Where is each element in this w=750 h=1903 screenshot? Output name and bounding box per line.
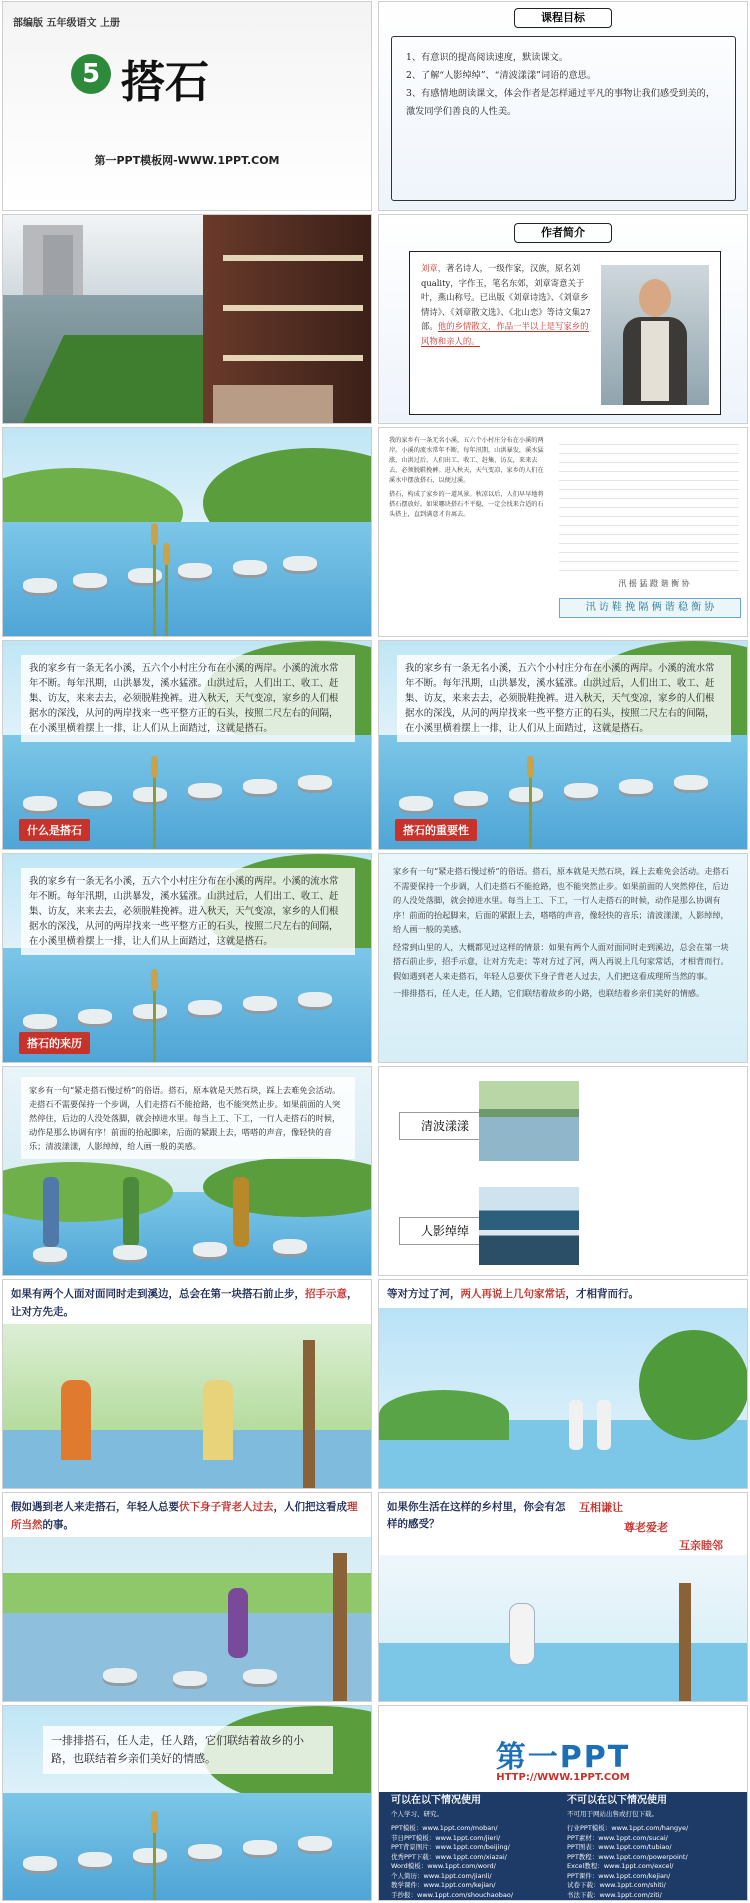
links-right: 行业PPT模板：www.1ppt.com/hangye/ PPT素材：www.1ppt.com/sucai/ PPT图表：www.1ppt.com/tubiao/ PPT教程：www.1ppt.com/powerpoint/ Excel教程：www.1ppt.com/excel/ PPT课件：www.1ppt.com/kejian/ 试卷下载：www.1ppt.com/shiti/ 书法下载：www.1ppt.com/ziti/ (567, 1824, 689, 1899)
full-text-p2: 经常到山里的人，大概都见过这样的情景：如果有两个人面对面同时走到溪边，总会在第一块搭石前止步，招手示意，让对方先走；等对方过了河，两人再说上几句家常话，才相背而行。假如遇到老人来走搭石，年轻人总要伏下身子背老人过去，人们把这看成理所当然的事。 (393, 941, 729, 981)
forbidden-sub: 不可用于网站出售或打包下载。 (567, 1810, 658, 1818)
figure-villager-1 (569, 1400, 583, 1450)
author-header: 作者简介 (514, 223, 612, 243)
author-text (421, 261, 591, 348)
goals-header: 课程目标 (514, 8, 612, 28)
forbidden-heading: 不可以在以下情况使用 (567, 1795, 667, 1806)
figure-farmer-left (61, 1380, 91, 1460)
answer-1: 互相谦让 (579, 1501, 623, 1514)
allowed-sub: 个人学习、研究。 (391, 1810, 443, 1818)
slide-text-page (378, 427, 748, 637)
allowed-heading: 可以在以下情况使用 (391, 1795, 481, 1806)
slide-author (378, 214, 748, 424)
yield-caption: 如果有两个人面对面同时走到溪边，总会在第一块搭石前止步，招手示意，让对方先走。 (3, 1280, 371, 1326)
answer-2: 尊老爱老 (624, 1521, 668, 1534)
full-text-p3: 一排排搭石，任人走，任人踏，它们联结着故乡的小路，也联结着乡亲们美好的情感。 (393, 988, 705, 998)
slide-people-crossing (2, 1066, 372, 1276)
tag-origin: 搭石的来历 (19, 1032, 90, 1054)
slide-question (378, 1492, 748, 1702)
slide-origin (2, 853, 372, 1063)
new-words-row: 汛 访 鞋 挽 隔 俩 谐 稳 衡 协 (559, 598, 741, 618)
tag-importance: 搭石的重要性 (395, 819, 477, 841)
tag-what-is-dashi: 什么是搭石 (19, 819, 90, 841)
slide-importance (378, 640, 748, 850)
passage-dashi: 我的家乡有一条无名小溪，五六个小村庄分布在小溪的两岸。小溪的流水常年不断。每年汛期，山洪暴发，溪水猛涨。山洪过后，人们出工、收工、赶集、访友，来来去去，必须脱鞋挽裤。进入秋天，天气变凉，家乡的人们根据水的深浅，从河的两岸找来一些平整方正的石头，按照二尺左右的间隔，在小溪里横着摆上一排，让人们从上面踏过，这就是搭石。 (21, 655, 355, 742)
new-words-label: 汛 摇 猛 蹬 谐 衡 协 (618, 579, 690, 588)
slide-elderly (2, 1492, 372, 1702)
slide-goals (378, 1, 748, 211)
credits-url[interactable]: HTTP://WWW.1PPT.COM (496, 1772, 630, 1783)
vocab-1: 清波漾漾 (399, 1112, 491, 1140)
photo-village-river (2, 214, 372, 424)
slide-summary (2, 1705, 372, 1901)
chat-caption: 等对方过了河，两人再说上几句家常话，才相背而行。 (379, 1280, 747, 1308)
slide-chat (378, 1279, 748, 1489)
summary-text: 一排排搭石，任人走，任人踏，它们联结着故乡的小路，也联结着乡亲们美好的情感。 (43, 1726, 333, 1774)
text-page-right (559, 436, 739, 576)
full-text-p1: 家乡有一句“紧走搭石慢过桥”的俗语。搭石，原本就是天然石块，踩上去难免会活动。走搭石不需要保持一个步调，人们走搭石不能抢路，也不能突然止步。如果前面的人突然停住，后边的人没处落脚，就会掉进水里。每当上工、下工，一行人走搭石的时候，动作是那么协调有序！前面的抬起脚来，后面的紧跟上去，嗒嗒的声音，像轻快的音乐；清波漾漾，人影绰绰，给人画一般的美感。 (393, 866, 729, 934)
slide-full-text (378, 853, 748, 1063)
author-bio: 著名诗人，一级作家，汉族，原名刘quality，字作玉，笔名东郊，刘章寄意关于叶，燕山称号。已出版《刘章诗选》、《刘章乡情诗》、《刘章散文选》、《北山恋》等诗文集27部。 (421, 263, 591, 331)
answer-3: 互亲睦邻 (679, 1539, 723, 1552)
slide-what-is-dashi (2, 640, 372, 850)
lesson-number: 5 (71, 54, 111, 94)
credits-panel (379, 1792, 747, 1901)
passage-importance: 我的家乡有一条无名小溪，五六个小村庄分布在小溪的两岸。小溪的流水常年不断。每年汛期，山洪暴发，溪水猛涨。山洪过后，人们出工、收工、赶集、访友，来来去去，必须脱鞋挽裤。进入秋天，天气变凉，家乡的人们根据水的深浅，从河的两岸找来一些平整方正的石头，按照二尺左右的间隔，在小溪里横着摆上一排，让人们从上面踏过，这就是搭石。 (397, 655, 731, 742)
vocab-2: 人影绰绰 (399, 1217, 491, 1245)
goal-2: 2、了解“人影绰绰”、“清波漾漾”词语的意思。 (406, 70, 597, 81)
slide-credits (378, 1705, 748, 1901)
goal-1: 1、有意识的提高阅读速度，默读课文。 (406, 52, 569, 63)
figure-villager-2 (597, 1400, 611, 1450)
goals-box (391, 36, 736, 201)
slide-vocab-images (378, 1066, 748, 1276)
passage-coordinated: 家乡有一句“紧走搭石慢过桥”的俗语。搭石，原本就是天然石块，踩上去难免会活动。走搭石不需要保持一个步调，人们走搭石不能抢路，也不能突然止步。如果前面的人突然停住，后边的人没处落脚，就会掉进水里。每当上工、下工，一行人走搭石的时候，动作是那么协调有序！前面的抬起脚来，后面的紧跟上去，嗒嗒的声音，像轻快的音乐；清波漾漾，人影绰绰，给人画一般的美感。 (21, 1077, 355, 1159)
figure-farmer-right (203, 1380, 233, 1460)
photo-clear-waves (479, 1081, 579, 1161)
author-photo (601, 265, 709, 405)
credits-logo[interactable]: 第一PPT (495, 1740, 631, 1775)
lesson-title: 搭石 (121, 57, 209, 108)
illustration-stream-stones (2, 427, 372, 637)
grade-label: 部编版 五年级语文 上册 (13, 18, 120, 29)
elderly-caption: 假如遇到老人来走搭石，年轻人总要伏下身子背老人过去，人们把这看成理所当然的事。 (3, 1493, 371, 1539)
full-text (393, 864, 735, 1001)
author-name: 刘章， (421, 263, 447, 273)
goal-3: 3、有感情地朗读课文，体会作者是怎样通过平凡的事物让我们感受到美的，激发同学们善良的人性美。 (406, 88, 716, 117)
text-page-left: 我的家乡有一条无名小溪，五六个小村庄分布在小溪的两岸。小溪的流水常年不断，每年汛期，山洪暴发，溪水猛涨，山洪过后，人们出工、收工、赶集、访友，来来去去，必须脱鞋挽裤。进入秋天，天气变凉，家乡的人们在溪水中摆放搭石，以便过溪。 搭石，构成了家乡的一道风景。秋凉以后，人们早早地将搭石摆放好。如果哪块搭石不平稳，一定会找来合适的石头搭上，直到满意才肯离去。 (389, 437, 544, 518)
slide-yield (2, 1279, 372, 1489)
links-left: PPT模板：www.1ppt.com/moban/ 节日PPT模板：www.1ppt.com/jieri/ PPT背景图片：www.1ppt.com/beijing/ 优秀PPT下载：www.1ppt.com/xiazai/ Word模板：www.1ppt.com/word/ 个人简历：www.1ppt.com/jianli/ 教学课件：www.1ppt.com/kejian/ 手抄报：www.1ppt.com/shouchaobao/ (391, 1824, 514, 1899)
slide-title (2, 1, 372, 211)
site-label: 第一PPT模板网-WWW.1PPT.COM (94, 154, 280, 167)
figure-carrying-elder (228, 1588, 248, 1658)
photo-people-shadows (479, 1187, 579, 1265)
author-highlight: 他的乡情散文，作品一半以上是写家乡的风物和亲人的。 (421, 321, 589, 346)
figure-washing (509, 1603, 535, 1665)
question-text: 如果你生活在这样的乡村里，你会有怎样的感受？ (387, 1501, 566, 1530)
passage-origin: 我的家乡有一条无名小溪，五六个小村庄分布在小溪的两岸。小溪的流水常年不断。每年汛期，山洪暴发，溪水猛涨。山洪过后，人们出工、收工、赶集、访友，来来去去，必须脱鞋挽裤。进入秋天，天气变凉，家乡的人们根据水的深浅，从河的两岸找来一些平整方正的石头，按照二尺左右的间隔，在小溪里横着摆上一排，让人们从上面踏过，这就是搭石。 (21, 868, 355, 955)
